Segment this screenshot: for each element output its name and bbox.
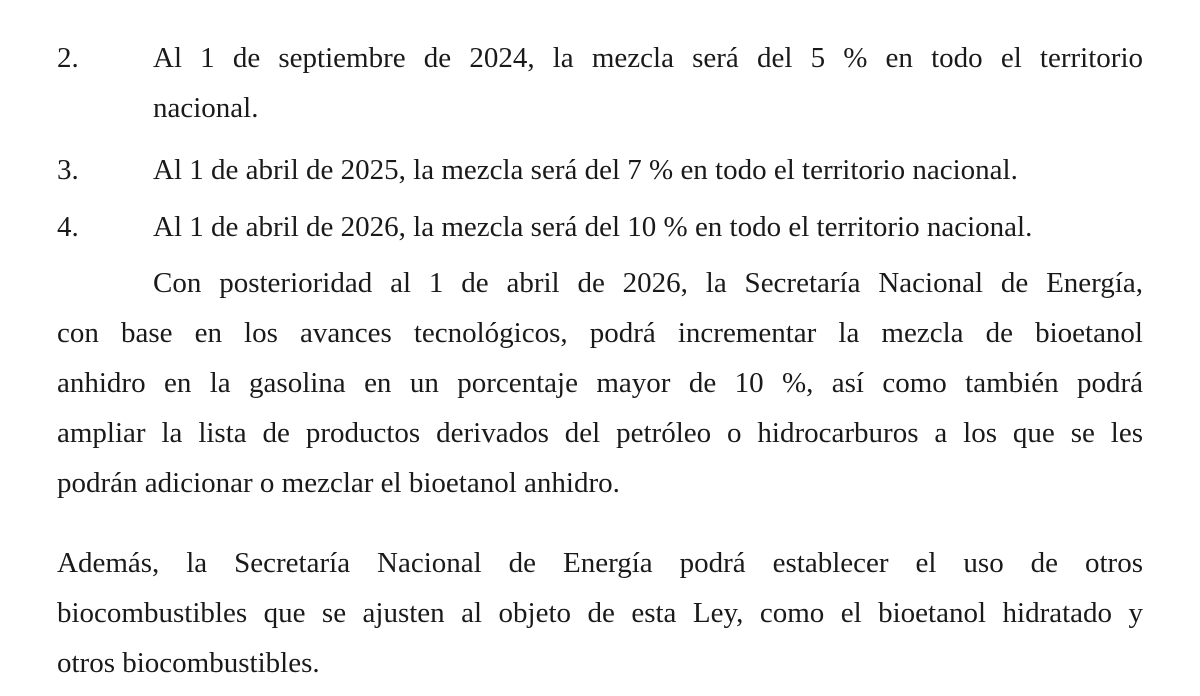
list-item-text: Al 1 de abril de 2025, la mezcla será del 7 % en todo el territorio nacional. — [153, 154, 1018, 186]
list-item-text: Al 1 de septiembre de 2024, la mezcla será del 5 % en todo el territorio — [153, 42, 1143, 74]
list-item-text: Al 1 de abril de 2026, la mezcla será del 10 % en todo el territorio nacional. — [153, 211, 1033, 243]
paragraph-line: Además, la Secretaría Nacional de Energía podrá establecer el uso de otros — [57, 547, 1143, 579]
list-item-2 — [0, 33, 1200, 124]
list-item-number: 3. — [57, 154, 79, 186]
paragraph-line: anhidro en la gasolina en un porcentaje mayor de 10 %, así como también podrá — [57, 367, 1143, 399]
paragraph-line: ampliar la lista de productos derivados del petróleo o hidrocarburos a los que se les — [57, 417, 1143, 449]
paragraph-line: biocombustibles que se ajusten al objeto de esta Ley, como el bioetanol hidratado y — [57, 597, 1143, 629]
list-item-4 — [0, 202, 1200, 252]
list-item-3 — [0, 145, 1200, 195]
paragraph-line: podrán adicionar o mezclar el bioetanol anhidro. — [57, 467, 620, 499]
list-item-number: 4. — [57, 211, 79, 243]
list-item-number: 2. — [57, 42, 79, 74]
paragraph-line: con base en los avances tecnológicos, podrá incrementar la mezcla de bioetanol — [57, 317, 1143, 349]
list-item-continuation: nacional. — [153, 92, 259, 124]
paragraph-line: otros biocombustibles. — [57, 647, 320, 679]
paragraph-line: Con posterioridad al 1 de abril de 2026, la Secretaría Nacional de Energía, — [153, 267, 1143, 299]
paragraph-posterioridad — [57, 258, 1143, 508]
paragraph-ademas — [57, 538, 1143, 688]
